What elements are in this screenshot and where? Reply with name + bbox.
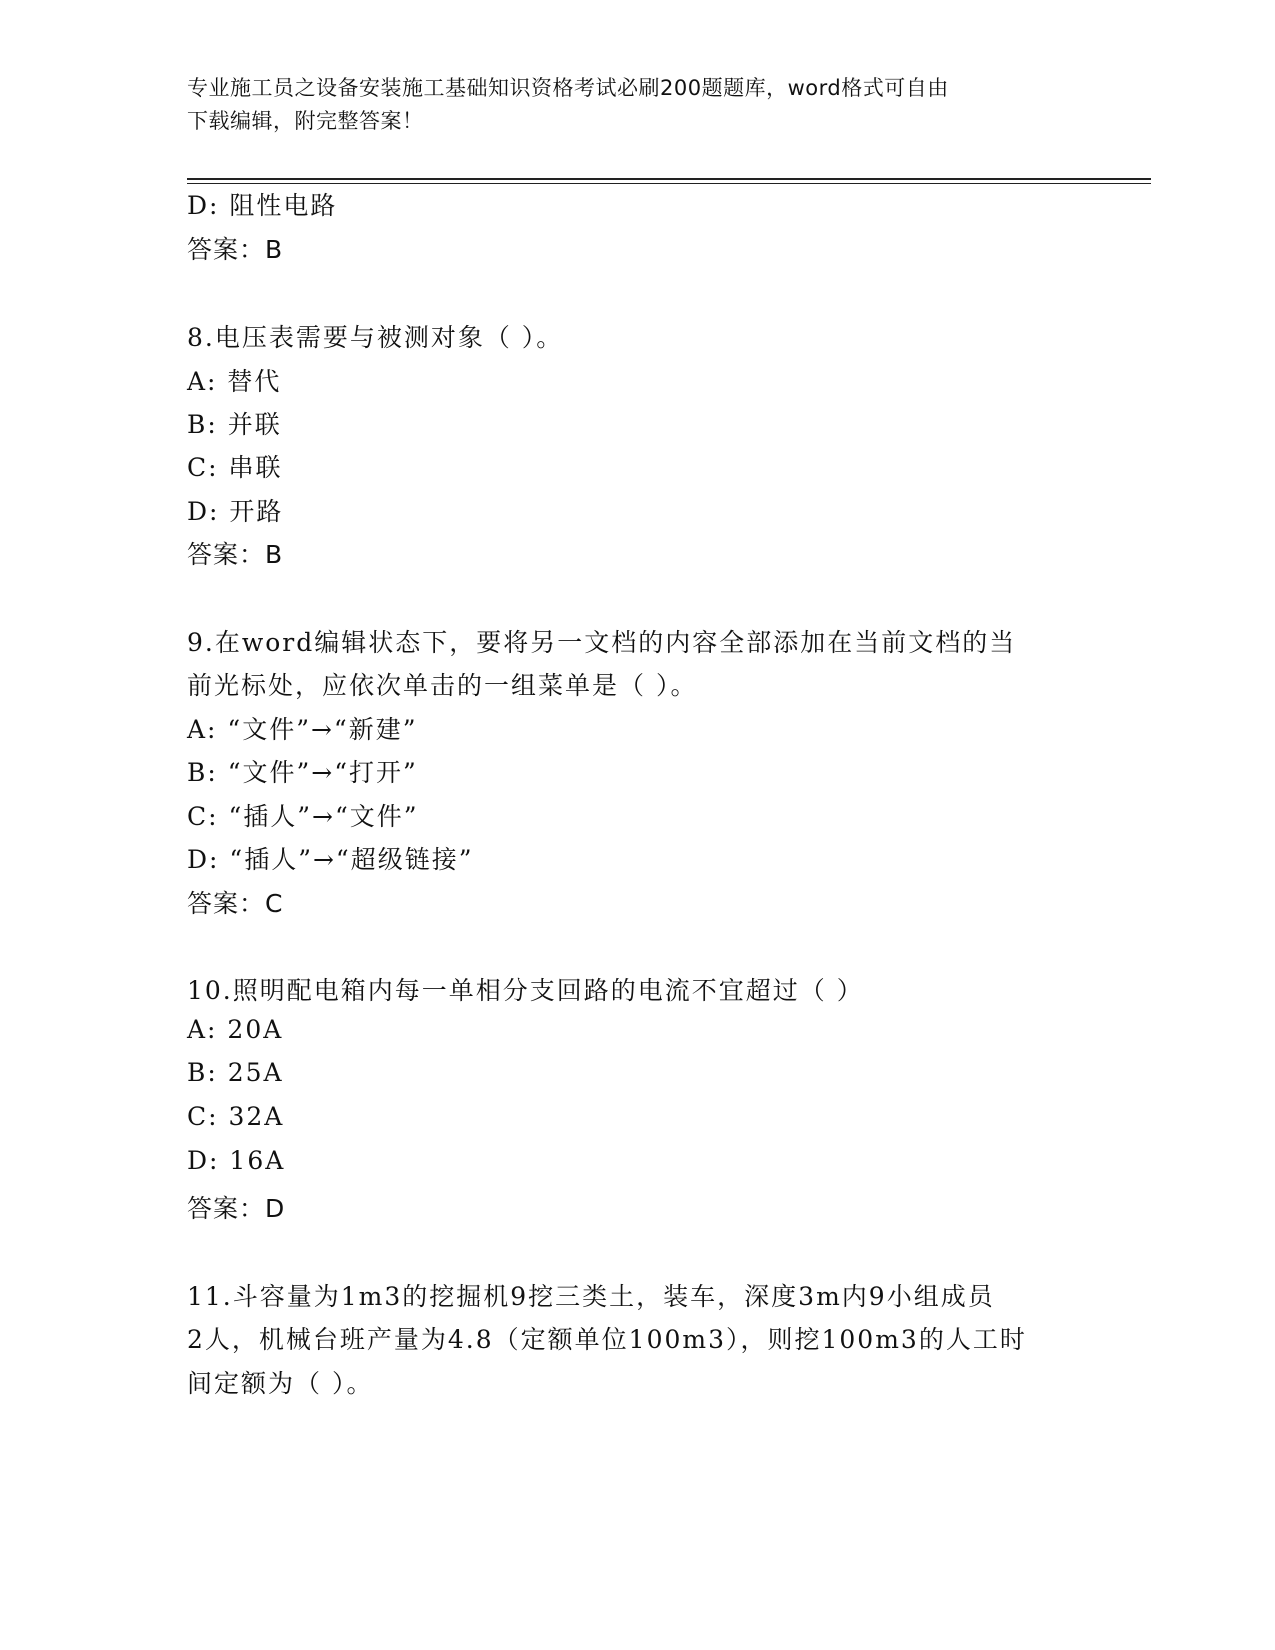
question-stem: 10.照明配电箱内每一单相分支回路的电流不宜超过（ ） — [187, 976, 864, 1005]
option-b: B: “文件”→“打开” — [187, 758, 418, 787]
answer: 答案：D — [187, 1194, 286, 1223]
option-b: B: 25A — [187, 1058, 284, 1087]
prev-option-d: D: 阻性电路 — [187, 191, 338, 220]
header-divider-thick — [187, 178, 1151, 180]
question-stem-line-1: 11.斗容量为1m3的挖掘机9挖三类土，装车，深度3m内9小组成员 — [187, 1282, 995, 1311]
header-line-1: 专业施工员之设备安装施工基础知识资格考试必刷200题题库，word格式可自由 — [187, 76, 949, 100]
answer: 答案：B — [187, 540, 284, 569]
option-a: A: 20A — [187, 1015, 284, 1044]
prev-answer: 答案：B — [187, 235, 284, 264]
option-c: C: 串联 — [187, 453, 283, 482]
header-divider-thin — [187, 183, 1151, 184]
question-stem-line-3: 间定额为（ ）。 — [187, 1369, 374, 1398]
document-header — [187, 72, 1067, 138]
option-d: D: 开路 — [187, 497, 284, 526]
option-a: A: “文件”→“新建” — [187, 715, 418, 744]
option-d: D: “插人”→“超级链接” — [187, 845, 474, 874]
question-stem-line-2: 2人，机械台班产量为4.8（定额单位100m3），则挖100m3的人工时 — [187, 1325, 1027, 1354]
option-c: C: “插人”→“文件” — [187, 802, 419, 831]
answer: 答案：C — [187, 889, 284, 918]
option-c: C: 32A — [187, 1102, 285, 1131]
question-stem-line-2: 前光标处，应依次单击的一组菜单是（ ）。 — [187, 671, 698, 700]
option-d: D: 16A — [187, 1146, 286, 1175]
header-line-2: 下载编辑，附完整答案！ — [187, 109, 424, 133]
question-stem-line-1: 9.在word编辑状态下，要将另一文档的内容全部添加在当前文档的当 — [187, 628, 1017, 657]
option-a: A: 替代 — [187, 367, 282, 396]
question-stem: 8.电压表需要与被测对象（ ）。 — [187, 323, 564, 352]
option-b: B: 并联 — [187, 410, 282, 439]
